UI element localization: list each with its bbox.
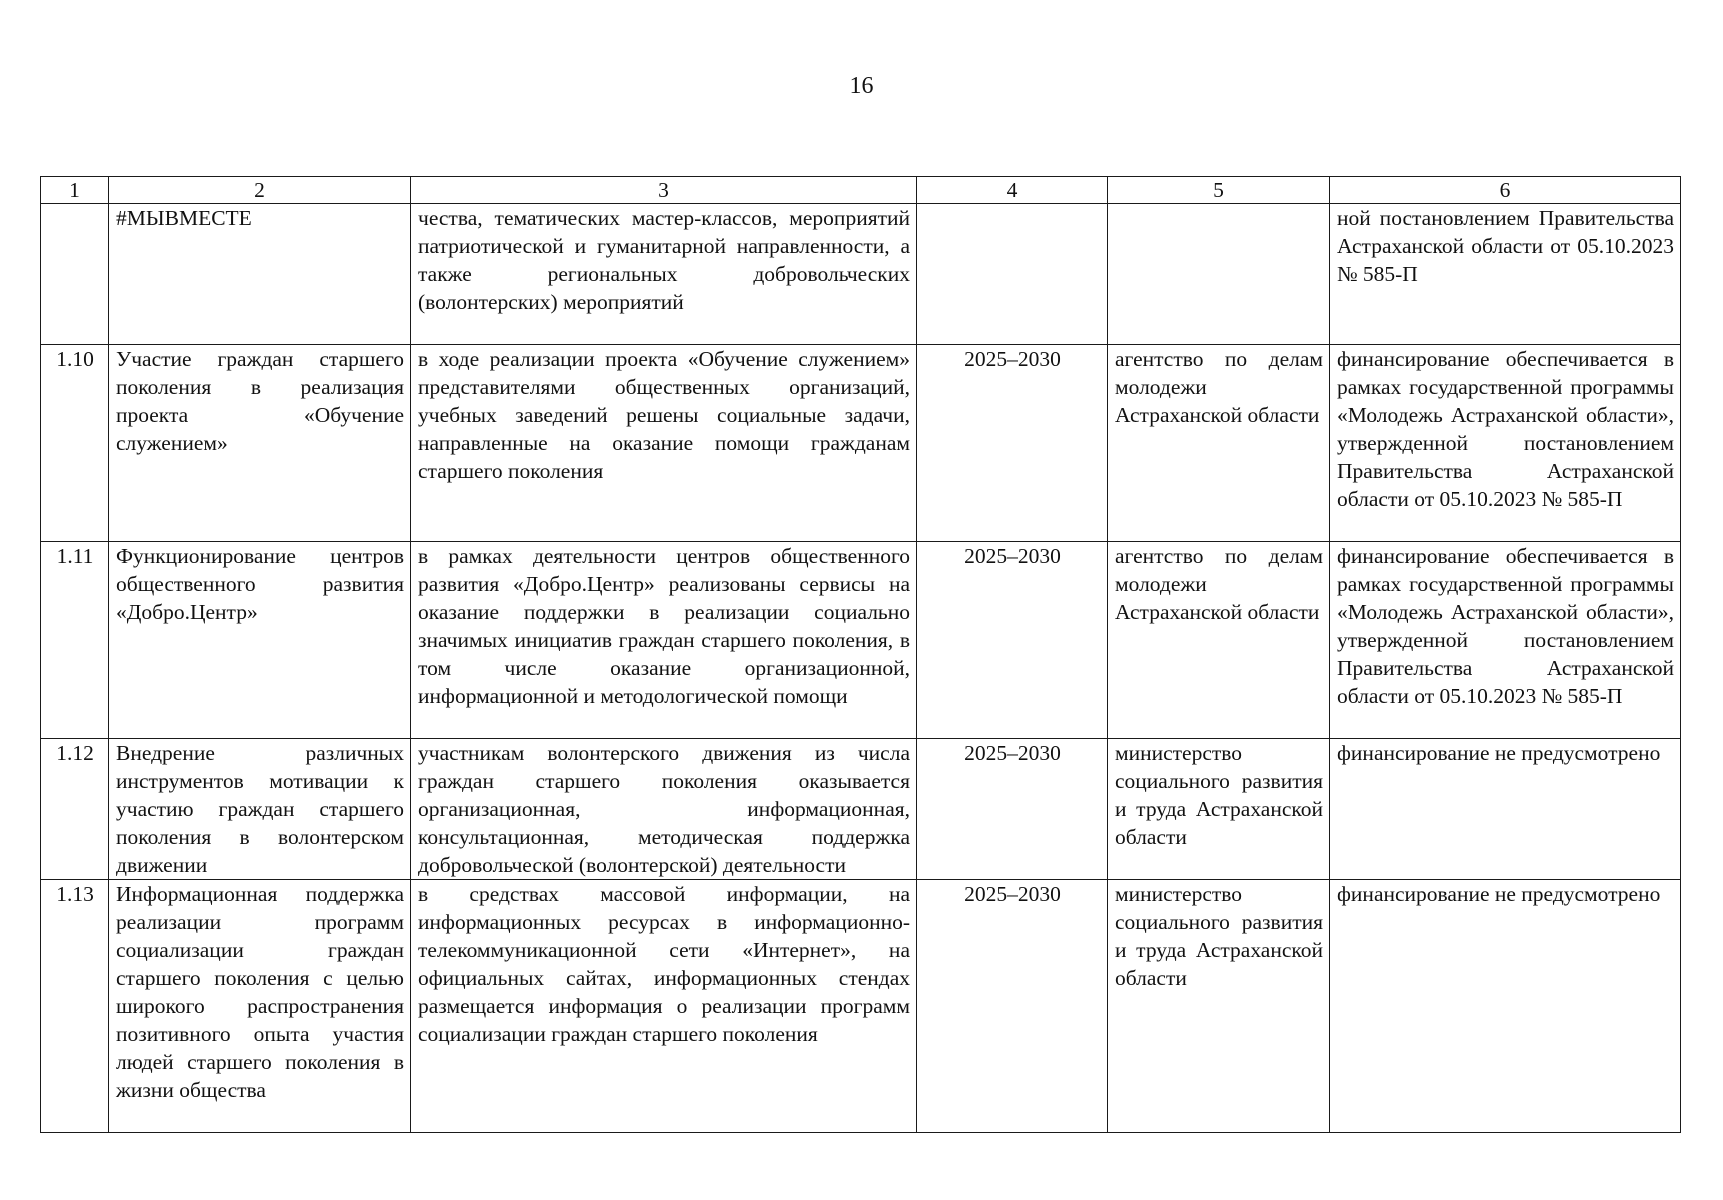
measure-name: Внедрение различных инструментов мотивации к участию граждан старшего поколения в волонтерском движении: [109, 739, 411, 880]
financing-source: ной постановлением Правительства Астраханской области от 05.10.2023 № 585-П: [1330, 204, 1681, 345]
expected-result: в рамках деятельности центров общественного развития «Добро.Центр» реализованы сервисы на оказание поддержки в реализации социально значимых инициатив граждан старшего поколения, в том числе оказание организационной, информационной и методологической помощи: [411, 542, 917, 739]
implementation-period: 2025–2030: [917, 739, 1108, 880]
row-number: 1.13: [41, 880, 109, 1133]
table-row: [41, 204, 1681, 345]
table-header-row: [41, 177, 1681, 204]
measure-name: Информационная поддержка реализации программ социализации граждан старшего поколения с целью широкого распространения позитивного опыта участия людей старшего поколения в жизни общества: [109, 880, 411, 1133]
responsible-executor: агентство по делам молодежи Астраханской области: [1108, 542, 1330, 739]
implementation-period: 2025–2030: [917, 880, 1108, 1133]
page-number: 16: [849, 73, 874, 99]
table-row: [41, 345, 1681, 542]
financing-source: финансирование обеспечивается в рамках государственной программы «Молодежь Астраханской области», утвержденной постановлением Правительства Астраханской области от 05.10.2023 № 585-П: [1330, 542, 1681, 739]
column-header: 1: [41, 177, 109, 204]
expected-result: чества, тематических мастер-классов, мероприятий патриотической и гуманитарной направленности, а также региональных добровольческих (волонтерских) мероприятий: [411, 204, 917, 345]
implementation-period: [917, 204, 1108, 345]
responsible-executor: агентство по делам молодежи Астраханской области: [1108, 345, 1330, 542]
column-header: 5: [1108, 177, 1330, 204]
column-header: 4: [917, 177, 1108, 204]
responsible-executor: министерство социального развития и труда Астраханской области: [1108, 880, 1330, 1133]
column-header: 3: [411, 177, 917, 204]
implementation-period: 2025–2030: [917, 542, 1108, 739]
row-number: 1.10: [41, 345, 109, 542]
column-header: 2: [109, 177, 411, 204]
row-number: 1.12: [41, 739, 109, 880]
measure-name: #МЫВМЕСТЕ: [109, 204, 411, 345]
expected-result: участникам волонтерского движения из числа граждан старшего поколения оказывается организационная, информационная, консультационная, методическая поддержка добровольческой (волонтерской) деятельности: [411, 739, 917, 880]
implementation-period: 2025–2030: [917, 345, 1108, 542]
expected-result: в ходе реализации проекта «Обучение служением» представителями общественных организаций, учебных заведений решены социальные задачи, направленные на оказание помощи гражданам старшего поколения: [411, 345, 917, 542]
financing-source: финансирование не предусмотрено: [1330, 739, 1681, 880]
measure-name: Функционирование центров общественного развития «Добро.Центр»: [109, 542, 411, 739]
financing-source: финансирование не предусмотрено: [1330, 880, 1681, 1133]
expected-result: в средствах массовой информации, на информационных ресурсах в информационно-телекоммуникационной сети «Интернет», на официальных сайтах, информационных стендах размещается информация о реализации программ социализации граждан старшего поколения: [411, 880, 917, 1133]
responsible-executor: [1108, 204, 1330, 345]
table-row: [41, 739, 1681, 880]
responsible-executor: министерство социального развития и труда Астраханской области: [1108, 739, 1330, 880]
table-row: [41, 542, 1681, 739]
measure-name: Участие граждан старшего поколения в реализация проекта «Обучение служением»: [109, 345, 411, 542]
financing-source: финансирование обеспечивается в рамках государственной программы «Молодежь Астраханской области», утвержденной постановлением Правительства Астраханской области от 05.10.2023 № 585-П: [1330, 345, 1681, 542]
table-row: [41, 880, 1681, 1133]
row-number: [41, 204, 109, 345]
measures-table: [40, 176, 1681, 1133]
row-number: 1.11: [41, 542, 109, 739]
column-header: 6: [1330, 177, 1681, 204]
